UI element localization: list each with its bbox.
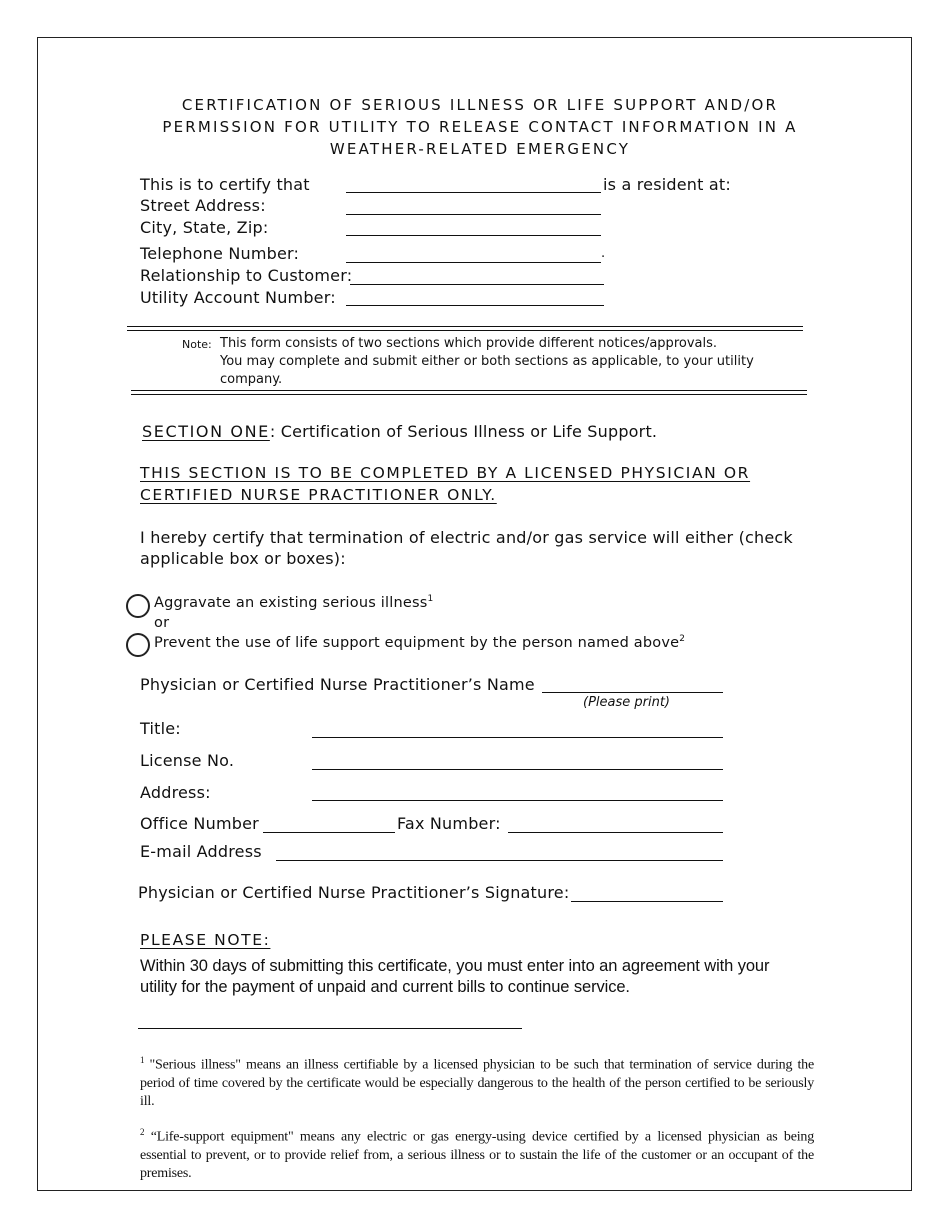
aggravate-illness-radio[interactable] bbox=[126, 594, 150, 618]
footnote-separator bbox=[138, 1028, 522, 1029]
please-note-heading: PLEASE NOTE: bbox=[140, 931, 271, 949]
life-support-radio[interactable] bbox=[126, 633, 150, 657]
fax-number-label: Fax Number: bbox=[397, 814, 501, 833]
form-title-line-3: WEATHER-RELATED EMERGENCY bbox=[329, 140, 631, 158]
please-print-hint: (Please print) bbox=[583, 695, 671, 710]
email-field[interactable] bbox=[276, 860, 723, 861]
license-number-field[interactable] bbox=[312, 769, 723, 770]
physician-address-field[interactable] bbox=[312, 800, 723, 801]
office-number-label: Office Number bbox=[140, 814, 259, 833]
resident-name-field[interactable] bbox=[346, 192, 601, 193]
account-number-label: Utility Account Number: bbox=[140, 288, 336, 307]
please-note-line-2: utility for the payment of unpaid and current bills to continue service. bbox=[140, 978, 630, 996]
note-top-rule bbox=[127, 326, 803, 331]
footnote-2-number: 2 bbox=[140, 1127, 145, 1137]
certify-label: This is to certify that bbox=[140, 175, 310, 194]
account-number-field[interactable] bbox=[346, 305, 604, 306]
certify-statement-line-1: I hereby certify that termination of electric and/or gas service will either (check bbox=[140, 528, 793, 547]
section-one-label: SECTION ONE bbox=[142, 422, 270, 441]
email-label: E-mail Address bbox=[140, 842, 262, 861]
form-title-line-1: CERTIFICATION OF SERIOUS ILLNESS OR LIFE SUPPORT AND/OR bbox=[181, 96, 779, 114]
footnote-1-number: 1 bbox=[140, 1055, 145, 1065]
license-number-label: License No. bbox=[140, 751, 235, 770]
office-number-field[interactable] bbox=[263, 832, 395, 833]
or-text: or bbox=[154, 615, 170, 631]
telephone-field[interactable] bbox=[346, 262, 601, 263]
life-support-label: Prevent the use of life support equipment by the person named above bbox=[154, 634, 680, 651]
signature-field[interactable] bbox=[571, 901, 723, 902]
relationship-field[interactable] bbox=[350, 284, 604, 285]
footnote-ref-2: 2 bbox=[679, 634, 686, 644]
please-note-line-1: Within 30 days of submitting this certificate, you must enter into an agreement with your bbox=[140, 957, 770, 975]
note-line-2: You may complete and submit either or both sections as applicable, to your utility bbox=[220, 354, 754, 369]
telephone-label: Telephone Number: bbox=[140, 244, 300, 263]
city-state-zip-label: City, State, Zip: bbox=[140, 218, 269, 237]
physician-address-label: Address: bbox=[140, 783, 211, 802]
note-line-3: company. bbox=[220, 372, 283, 387]
relationship-label: Relationship to Customer: bbox=[140, 266, 353, 285]
licensed-notice-line-1: THIS SECTION IS TO BE COMPLETED BY A LICENSED PHYSICIAN OR bbox=[140, 464, 751, 482]
footnote-1-text: "Serious illness" means an illness certifiable by a licensed physician to be such that termination of service during the period of time covered by the certificate would be especially dangerous to the health of the person certified to be seriously ill. bbox=[140, 1057, 814, 1109]
note-bottom-rule bbox=[131, 390, 807, 395]
signature-label: Physician or Certified Nurse Practitioner’s Signature: bbox=[138, 883, 570, 902]
form-title-line-2: PERMISSION FOR UTILITY TO RELEASE CONTACT INFORMATION IN A bbox=[162, 118, 798, 136]
note-label: Note: bbox=[182, 338, 212, 351]
footnote-ref-1: 1 bbox=[427, 594, 434, 604]
city-state-zip-field[interactable] bbox=[346, 235, 601, 236]
footnote-1 bbox=[140, 1051, 814, 1111]
fax-number-field[interactable] bbox=[508, 832, 723, 833]
aggravate-illness-label: Aggravate an existing serious illness bbox=[154, 594, 428, 611]
street-address-field[interactable] bbox=[346, 214, 601, 215]
telephone-trailing: . bbox=[601, 246, 606, 261]
certify-statement-line-2: applicable box or boxes): bbox=[140, 549, 346, 568]
licensed-notice-line-2: CERTIFIED NURSE PRACTITIONER ONLY. bbox=[140, 486, 497, 504]
footnote-2 bbox=[140, 1123, 814, 1183]
title-field[interactable] bbox=[312, 737, 723, 738]
title-label: Title: bbox=[140, 719, 181, 738]
footnote-2-text: “Life-support equipment" means any electric or gas energy-using device certified by a licensed physician as being essential to prevent, or to provide relief from, a serious illness or to sustain the life of the customer or an occupant of the premises. bbox=[140, 1129, 814, 1181]
aggravate-illness-option bbox=[154, 594, 433, 611]
section-one-heading bbox=[142, 422, 657, 441]
note-line-1: This form consists of two sections which provide different notices/approvals. bbox=[220, 336, 718, 351]
physician-name-field[interactable] bbox=[542, 692, 723, 693]
street-address-label: Street Address: bbox=[140, 196, 266, 215]
section-one-title: : Certification of Serious Illness or Life Support. bbox=[269, 422, 658, 441]
life-support-option bbox=[154, 634, 685, 651]
physician-name-label: Physician or Certified Nurse Practitioner’s Name bbox=[140, 675, 535, 694]
resident-suffix-label: is a resident at: bbox=[603, 175, 731, 194]
